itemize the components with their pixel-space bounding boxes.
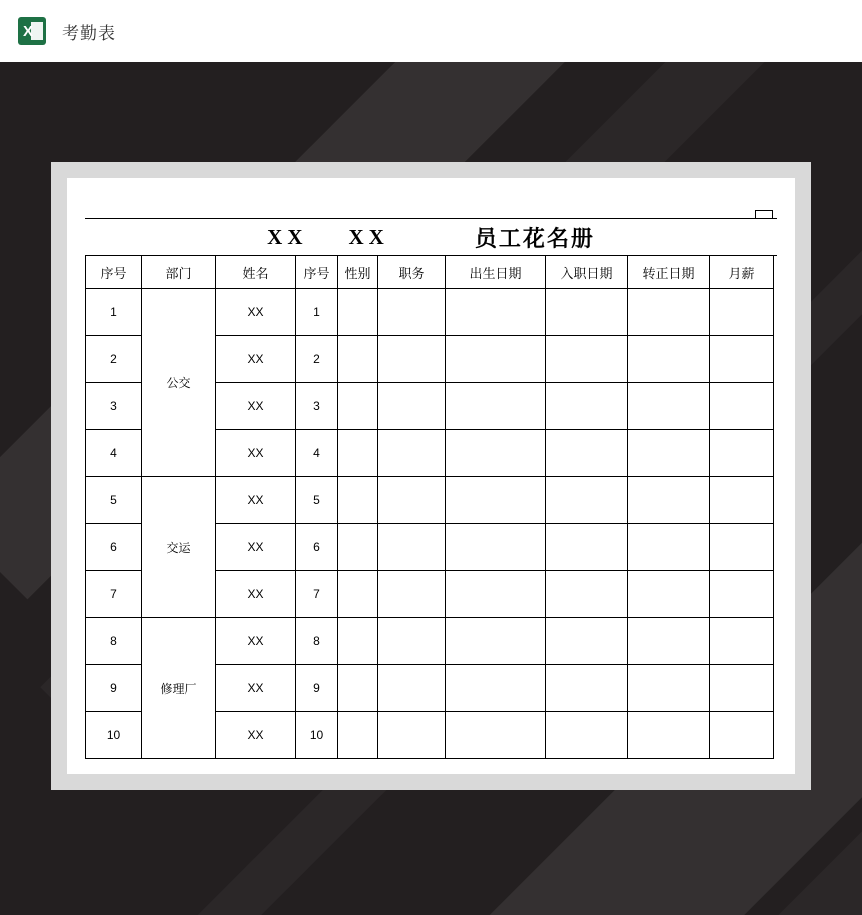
column-header-dept: 部门 — [142, 256, 216, 289]
cell-job[interactable] — [378, 524, 446, 571]
cell-salary[interactable] — [710, 712, 774, 759]
cell-name[interactable]: XX — [216, 665, 296, 712]
cell-regular[interactable] — [628, 712, 710, 759]
cell-no[interactable]: 5 — [296, 477, 338, 524]
cell-sex[interactable] — [338, 665, 378, 712]
cell-sex[interactable] — [338, 336, 378, 383]
cell-birth[interactable] — [446, 571, 546, 618]
cell-birth[interactable] — [446, 618, 546, 665]
document-page — [67, 178, 795, 774]
document-frame — [51, 162, 811, 790]
cell-sex[interactable] — [338, 524, 378, 571]
column-header-birth: 出生日期 — [446, 256, 546, 289]
document-title-row — [85, 219, 777, 256]
cell-hire[interactable] — [546, 571, 628, 618]
cell-sex[interactable] — [338, 289, 378, 336]
cell-seq[interactable]: 2 — [86, 336, 142, 383]
table-header-row — [86, 256, 774, 289]
cell-name[interactable]: XX — [216, 618, 296, 665]
cell-no[interactable]: 6 — [296, 524, 338, 571]
cell-no[interactable]: 9 — [296, 665, 338, 712]
column-header-job: 职务 — [378, 256, 446, 289]
cell-job[interactable] — [378, 665, 446, 712]
sheet-corner-marker — [755, 210, 773, 218]
cell-hire[interactable] — [546, 336, 628, 383]
column-header-hire: 入职日期 — [546, 256, 628, 289]
cell-salary[interactable] — [710, 383, 774, 430]
table-row[interactable] — [86, 289, 774, 336]
cell-job[interactable] — [378, 477, 446, 524]
cell-seq[interactable]: 8 — [86, 618, 142, 665]
cell-seq[interactable]: 6 — [86, 524, 142, 571]
table-row[interactable] — [86, 477, 774, 524]
cell-seq[interactable]: 3 — [86, 383, 142, 430]
cell-name[interactable]: XX — [216, 289, 296, 336]
cell-name[interactable]: XX — [216, 430, 296, 477]
cell-regular[interactable] — [628, 383, 710, 430]
excel-icon — [18, 17, 46, 45]
column-header-sex: 性别 — [338, 256, 378, 289]
cell-regular[interactable] — [628, 477, 710, 524]
excel-icon-letter: X — [22, 22, 33, 40]
column-header-salary: 月薪 — [710, 256, 774, 289]
table-body — [86, 289, 774, 759]
cell-seq[interactable]: 1 — [86, 289, 142, 336]
cell-regular[interactable] — [628, 430, 710, 477]
cell-name[interactable]: XX — [216, 524, 296, 571]
cell-regular[interactable] — [628, 336, 710, 383]
cell-name[interactable]: XX — [216, 571, 296, 618]
column-header-seq: 序号 — [86, 256, 142, 289]
cell-dept[interactable]: 交运 — [142, 477, 216, 618]
cell-job[interactable] — [378, 618, 446, 665]
cell-salary[interactable] — [710, 336, 774, 383]
cell-salary[interactable] — [710, 571, 774, 618]
cell-salary[interactable] — [710, 524, 774, 571]
cell-regular[interactable] — [628, 618, 710, 665]
column-header-no: 序号 — [296, 256, 338, 289]
cell-no[interactable]: 8 — [296, 618, 338, 665]
cell-hire[interactable] — [546, 524, 628, 571]
cell-job[interactable] — [378, 336, 446, 383]
app-header — [0, 0, 862, 62]
cell-birth[interactable] — [446, 336, 546, 383]
cell-birth[interactable] — [446, 712, 546, 759]
cell-seq[interactable]: 5 — [86, 477, 142, 524]
cell-seq[interactable]: 4 — [86, 430, 142, 477]
cell-regular[interactable] — [628, 571, 710, 618]
cell-name[interactable]: XX — [216, 477, 296, 524]
cell-sex[interactable] — [338, 571, 378, 618]
cell-hire[interactable] — [546, 477, 628, 524]
cell-salary[interactable] — [710, 477, 774, 524]
cell-salary[interactable] — [710, 665, 774, 712]
document-title-main: 员工花名册 — [474, 225, 595, 251]
cell-job[interactable] — [378, 383, 446, 430]
cell-sex[interactable] — [338, 430, 378, 477]
cell-regular[interactable] — [628, 524, 710, 571]
cell-no[interactable]: 3 — [296, 383, 338, 430]
cell-birth[interactable] — [446, 665, 546, 712]
cell-name[interactable]: XX — [216, 336, 296, 383]
cell-sex[interactable] — [338, 712, 378, 759]
cell-dept[interactable]: 修理厂 — [142, 618, 216, 759]
cell-no[interactable]: 7 — [296, 571, 338, 618]
cell-salary[interactable] — [710, 430, 774, 477]
cell-sex[interactable] — [338, 618, 378, 665]
cell-no[interactable]: 10 — [296, 712, 338, 759]
cell-name[interactable]: XX — [216, 712, 296, 759]
cell-birth[interactable] — [446, 430, 546, 477]
cell-seq[interactable]: 7 — [86, 571, 142, 618]
cell-seq[interactable]: 9 — [86, 665, 142, 712]
document-title-prefix: XX XX — [267, 224, 389, 249]
employee-roster-table — [85, 255, 774, 759]
cell-seq[interactable]: 10 — [86, 712, 142, 759]
column-header-name: 姓名 — [216, 256, 296, 289]
cell-job[interactable] — [378, 289, 446, 336]
table-row[interactable] — [86, 618, 774, 665]
cell-salary[interactable] — [710, 289, 774, 336]
cell-birth[interactable] — [446, 383, 546, 430]
cell-job[interactable] — [378, 430, 446, 477]
cell-dept[interactable]: 公交 — [142, 289, 216, 477]
cell-job[interactable] — [378, 712, 446, 759]
cell-no[interactable]: 2 — [296, 336, 338, 383]
page-title: 考勤表 — [62, 23, 116, 43]
cell-regular[interactable] — [628, 665, 710, 712]
cell-birth[interactable] — [446, 524, 546, 571]
column-header-regular: 转正日期 — [628, 256, 710, 289]
cell-hire[interactable] — [546, 618, 628, 665]
cell-no[interactable]: 1 — [296, 289, 338, 336]
cell-birth[interactable] — [446, 477, 546, 524]
cell-no[interactable]: 4 — [296, 430, 338, 477]
cell-salary[interactable] — [710, 618, 774, 665]
cell-sex[interactable] — [338, 383, 378, 430]
cell-hire[interactable] — [546, 430, 628, 477]
cell-hire[interactable] — [546, 383, 628, 430]
cell-name[interactable]: XX — [216, 383, 296, 430]
cell-hire[interactable] — [546, 712, 628, 759]
cell-hire[interactable] — [546, 289, 628, 336]
cell-job[interactable] — [378, 571, 446, 618]
cell-regular[interactable] — [628, 289, 710, 336]
cell-hire[interactable] — [546, 665, 628, 712]
cell-sex[interactable] — [338, 477, 378, 524]
cell-birth[interactable] — [446, 289, 546, 336]
